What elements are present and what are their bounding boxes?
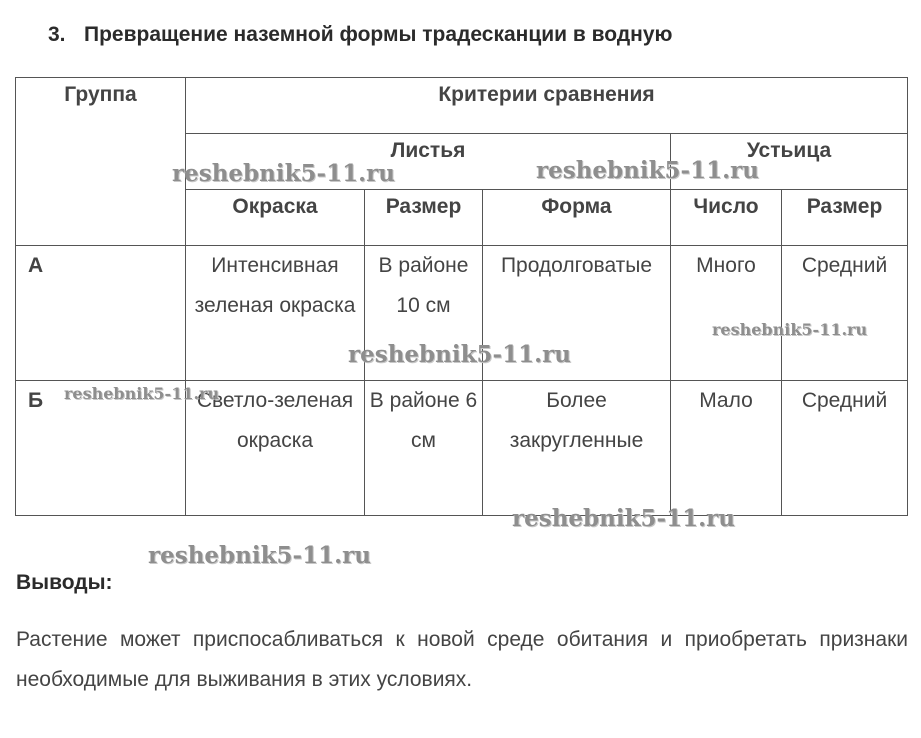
cell-shape: Более закругленные [483,381,671,516]
subheader-shape: Форма [483,190,671,246]
cell-size: В районе 6 см [365,381,483,516]
cell-shape: Продолговатые [483,246,671,381]
cell-stomata-size: Средний [782,381,908,516]
watermark: reshebnik5-11.ru [536,157,759,184]
section-number: 3. [48,23,66,46]
cell-stomata-size: Средний [782,246,908,381]
leaves-header: Листья [186,134,671,190]
cell-color: Интенсивная зеленая окраска [186,246,365,381]
conclusions-title: Выводы: [16,571,113,594]
comparison-table [15,77,908,516]
watermark: reshebnik5-11.ru [512,505,735,532]
cell-size: В районе 10 см [365,246,483,381]
subheader-size: Размер [365,190,483,246]
group-header: Группа [16,78,186,246]
subheader-stomata-size: Размер [782,190,908,246]
cell-color: Светло-зеленая окраска [186,381,365,516]
row-group-label: Б [16,381,186,516]
section-heading [48,23,672,47]
criteria-header: Критерии сравнения [186,78,908,134]
conclusions-text: Растение может приспосабливаться к новой среде обитания и приобретать признаки необходимые для выживания в этих условиях. [16,628,908,691]
section-title: Превращение наземной формы традесканции в водную [84,23,673,46]
subheader-color: Окраска [186,190,365,246]
row-group-label: А [16,246,186,381]
watermark: reshebnik5-11.ru [64,384,220,403]
cell-count: Много [671,246,782,381]
watermark: reshebnik5-11.ru [148,542,371,569]
subheader-count: Число [671,190,782,246]
watermark: reshebnik5-11.ru [712,320,868,339]
watermark: reshebnik5-11.ru [172,160,395,187]
cell-count: Мало [671,381,782,516]
stomata-header: Устьица [671,134,908,190]
watermark: reshebnik5-11.ru [348,341,571,368]
